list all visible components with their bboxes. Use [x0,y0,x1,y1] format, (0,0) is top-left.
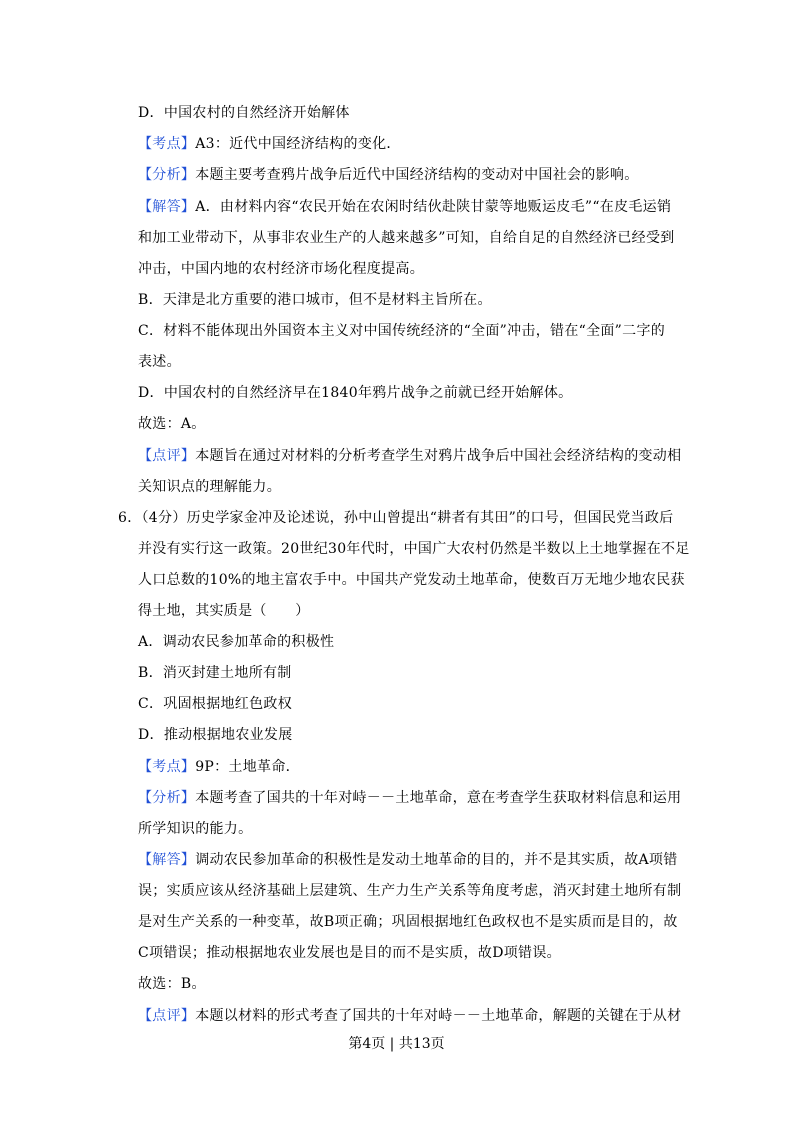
q6-stem-line: 得土地，其实质是（ ） [138,603,310,619]
jieda-tag: 【解答】 [138,199,196,215]
kaodian-text: A3：近代中国经济结构的变化． [195,136,401,152]
fenxi-tag: 【分析】 [138,790,196,806]
kaodian-text: 9P：土地革命． [195,759,300,775]
q6-kaodian [138,757,300,777]
q5-kaodian [138,134,401,154]
jieda-line: 冲击，中国内地的农村经济市场化程度提高。 [138,261,424,277]
jieda-line: 调动农民参加革命的积极性是发动土地革命的目的，并不是其实质，故A项错 [195,852,678,868]
jieda-line: 和加工业带动下，从事非农业生产的人越来越多”可知，自给自足的自然经济已经受到 [138,230,675,246]
q6-option-a: A．调动农民参加革命的积极性 [138,634,335,650]
q6-dianping [138,1006,681,1026]
q6-fenxi [138,788,681,808]
q5-option-d: D．中国农村的自然经济开始解体 [138,105,350,121]
jieda-line: 故选：B。 [138,976,206,992]
dianping-text: 本题以材料的形式考查了国共的十年对峙－－土地革命，解题的关键在于从材 [195,1008,682,1024]
q6-stem-line: 并没有实行这一政策。20世纪30年代时，中国广大农村仍然是半数以上土地掌握在不足 [138,541,690,557]
jieda-line: C．材料不能体现出外国资本主义对中国传统经济的“全面”冲击，错在“全面”二字的 [138,323,666,339]
jieda-line: 是对生产关系的一种变革，故B项正确；巩固根据地红色政权也不是实质而是目的，故 [138,914,678,930]
dianping-tag: 【点评】 [138,448,196,464]
q6-option-c: C．巩固根据地红色政权 [138,696,293,712]
jieda-line: 故选：A。 [138,416,206,432]
q6-jieda [138,850,678,870]
jieda-line: 误；实质应该从经济基础上层建筑、生产力生产关系等角度考虑，消灭封建土地所有制 [138,883,682,899]
q6-stem-line: 6．（4分）历史学家金冲及论述说，孙中山曾提出“耕者有其田”的口号，但国民党当政后 [118,510,674,526]
q5-fenxi [138,165,639,185]
kaodian-tag: 【考点】 [138,759,196,775]
fenxi-line: 本题考查了国共的十年对峙－－土地革命，意在考查学生获取材料信息和运用 [195,790,682,806]
jieda-line: D．中国农村的自然经济早在1840年鸦片战争之前就已经开始解体。 [138,385,573,401]
kaodian-tag: 【考点】 [138,136,196,152]
fenxi-tag: 【分析】 [138,167,196,183]
jieda-line: C项错误；推动根据地农业发展也是目的而不是实质，故D项错误。 [138,945,561,961]
jieda-line: 表述。 [138,354,181,370]
dianping-line: 本题旨在通过对材料的分析考查学生对鸦片战争后中国社会经济结构的变动相 [195,448,682,464]
fenxi-line: 所学知识的能力。 [138,821,253,837]
dianping-tag: 【点评】 [138,1008,196,1024]
jieda-tag: 【解答】 [138,852,196,868]
fenxi-text: 本题主要考查鸦片战争后近代中国经济结构的变动对中国社会的影响。 [195,167,639,183]
q5-dianping [138,446,681,466]
page-footer: 第4页 | 共13页 [348,1036,445,1052]
jieda-line: A．由材料内容“农民开始在农闲时结伙赴陕甘蒙等地贩运皮毛”“在皮毛运销 [195,199,672,215]
dianping-line: 关知识点的理解能力。 [138,479,281,495]
q6-option-b: B．消灭封建土地所有制 [138,665,292,681]
q6-stem-line: 人口总数的10%的地主富农手中。中国共产党发动土地革命，使数百万无地少地农民获 [138,572,685,588]
q5-jieda [138,197,671,217]
jieda-line: B．天津是北方重要的港口城市，但不是材料主旨所在。 [138,292,492,308]
q6-option-d: D．推动根据地农业发展 [138,727,293,743]
